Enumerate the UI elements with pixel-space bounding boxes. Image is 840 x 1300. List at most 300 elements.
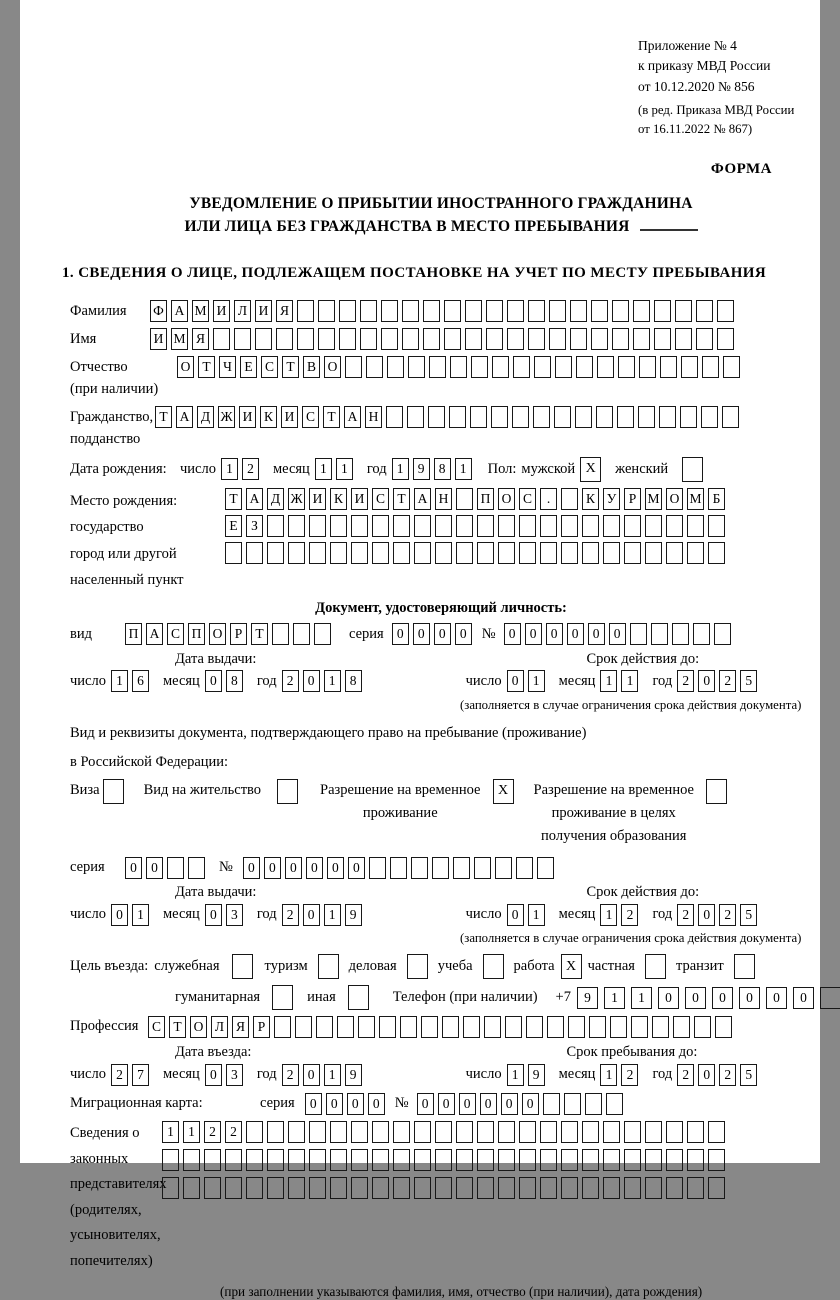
form-cell[interactable] — [276, 328, 293, 350]
form-cell[interactable]: 2 — [719, 670, 736, 692]
form-cell[interactable] — [495, 857, 512, 879]
form-cell[interactable] — [582, 1121, 599, 1143]
form-cell[interactable] — [453, 857, 470, 879]
purpose-humanitarian-checkbox[interactable] — [272, 985, 293, 1010]
form-cell[interactable] — [162, 1177, 179, 1199]
form-cell[interactable] — [407, 406, 424, 428]
form-cell[interactable]: О — [666, 488, 683, 510]
form-cell[interactable]: 2 — [677, 670, 694, 692]
form-cell[interactable]: 2 — [719, 1064, 736, 1086]
form-cell[interactable] — [561, 1177, 578, 1199]
form-cell[interactable] — [477, 542, 494, 564]
form-cell[interactable] — [666, 1177, 683, 1199]
form-cell[interactable] — [585, 1093, 602, 1115]
form-cell[interactable]: 5 — [740, 670, 757, 692]
form-cell[interactable]: И — [150, 328, 167, 350]
form-cell[interactable]: Т — [198, 356, 215, 378]
form-cell[interactable] — [470, 406, 487, 428]
form-cell[interactable]: . — [540, 488, 557, 510]
form-cell[interactable] — [293, 623, 310, 645]
form-cell[interactable] — [309, 542, 326, 564]
form-cell[interactable] — [723, 356, 740, 378]
form-cell[interactable] — [696, 300, 713, 322]
form-cell[interactable] — [603, 1177, 620, 1199]
form-cell[interactable]: С — [302, 406, 319, 428]
form-cell[interactable]: 2 — [225, 1121, 242, 1143]
form-cell[interactable]: 3 — [226, 904, 243, 926]
form-cell[interactable] — [624, 1121, 641, 1143]
form-cell[interactable] — [687, 542, 704, 564]
form-cell[interactable] — [267, 1149, 284, 1171]
form-cell[interactable] — [701, 406, 718, 428]
form-cell[interactable] — [673, 1016, 690, 1038]
form-cell[interactable] — [372, 515, 389, 537]
form-cell[interactable] — [513, 356, 530, 378]
form-cell[interactable]: Б — [708, 488, 725, 510]
form-cell[interactable] — [314, 623, 331, 645]
form-cell[interactable] — [498, 1121, 515, 1143]
form-cell[interactable] — [274, 1016, 291, 1038]
form-cell[interactable]: 0 — [243, 857, 260, 879]
form-cell[interactable] — [246, 1121, 263, 1143]
form-cell[interactable] — [393, 1177, 410, 1199]
form-cell[interactable] — [708, 542, 725, 564]
purpose-commercial-checkbox[interactable] — [407, 954, 428, 979]
form-cell[interactable]: А — [146, 623, 163, 645]
form-cell[interactable] — [456, 1149, 473, 1171]
form-cell[interactable]: 3 — [226, 1064, 243, 1086]
form-cell[interactable] — [381, 300, 398, 322]
form-cell[interactable] — [288, 1149, 305, 1171]
form-cell[interactable]: 0 — [739, 987, 760, 1009]
sex-male-checkbox[interactable]: X — [580, 457, 601, 482]
form-cell[interactable] — [618, 356, 635, 378]
form-cell[interactable] — [351, 1177, 368, 1199]
form-cell[interactable] — [345, 356, 362, 378]
form-cell[interactable]: Ч — [219, 356, 236, 378]
form-cell[interactable] — [543, 1093, 560, 1115]
form-cell[interactable] — [526, 1016, 543, 1038]
form-cell[interactable] — [631, 1016, 648, 1038]
form-cell[interactable]: 0 — [306, 857, 323, 879]
form-cell[interactable]: С — [148, 1016, 165, 1038]
form-cell[interactable] — [411, 857, 428, 879]
form-cell[interactable] — [591, 328, 608, 350]
form-cell[interactable]: 0 — [522, 1093, 539, 1115]
form-cell[interactable] — [414, 515, 431, 537]
form-cell[interactable] — [423, 328, 440, 350]
form-cell[interactable] — [360, 328, 377, 350]
form-cell[interactable] — [456, 1177, 473, 1199]
form-cell[interactable]: 1 — [221, 458, 238, 480]
form-cell[interactable] — [429, 356, 446, 378]
form-cell[interactable] — [477, 515, 494, 537]
form-cell[interactable] — [597, 356, 614, 378]
form-cell[interactable]: 0 — [205, 1064, 222, 1086]
form-cell[interactable] — [474, 857, 491, 879]
form-cell[interactable] — [246, 1177, 263, 1199]
form-cell[interactable]: 0 — [413, 623, 430, 645]
form-cell[interactable]: П — [125, 623, 142, 645]
form-cell[interactable] — [714, 623, 731, 645]
form-cell[interactable] — [519, 1121, 536, 1143]
form-cell[interactable] — [561, 1149, 578, 1171]
form-cell[interactable] — [456, 542, 473, 564]
form-cell[interactable]: 0 — [285, 857, 302, 879]
form-cell[interactable] — [444, 300, 461, 322]
form-cell[interactable] — [372, 1121, 389, 1143]
form-cell[interactable] — [330, 1121, 347, 1143]
form-cell[interactable] — [519, 515, 536, 537]
visa-checkbox[interactable] — [103, 779, 124, 804]
form-cell[interactable]: 2 — [677, 1064, 694, 1086]
form-cell[interactable]: 1 — [392, 458, 409, 480]
form-cell[interactable] — [645, 1177, 662, 1199]
form-cell[interactable]: П — [188, 623, 205, 645]
form-cell[interactable] — [533, 406, 550, 428]
form-cell[interactable]: 1 — [528, 670, 545, 692]
form-cell[interactable] — [225, 1149, 242, 1171]
form-cell[interactable]: 0 — [793, 987, 814, 1009]
form-cell[interactable] — [549, 300, 566, 322]
form-cell[interactable] — [708, 1177, 725, 1199]
form-cell[interactable] — [255, 328, 272, 350]
form-cell[interactable]: 0 — [455, 623, 472, 645]
form-cell[interactable] — [498, 542, 515, 564]
form-cell[interactable] — [162, 1149, 179, 1171]
form-cell[interactable]: У — [603, 488, 620, 510]
form-cell[interactable] — [442, 1016, 459, 1038]
form-cell[interactable] — [519, 1149, 536, 1171]
form-cell[interactable]: 1 — [600, 1064, 617, 1086]
form-cell[interactable] — [610, 1016, 627, 1038]
form-cell[interactable] — [330, 515, 347, 537]
form-cell[interactable]: 2 — [719, 904, 736, 926]
form-cell[interactable] — [234, 328, 251, 350]
form-cell[interactable]: 0 — [205, 904, 222, 926]
form-cell[interactable]: А — [171, 300, 188, 322]
form-cell[interactable]: 9 — [577, 987, 598, 1009]
form-cell[interactable]: Л — [211, 1016, 228, 1038]
form-cell[interactable] — [400, 1016, 417, 1038]
form-cell[interactable] — [421, 1016, 438, 1038]
form-cell[interactable] — [687, 515, 704, 537]
form-cell[interactable]: Ж — [218, 406, 235, 428]
form-cell[interactable] — [645, 515, 662, 537]
purpose-transit-checkbox[interactable] — [734, 954, 755, 979]
form-cell[interactable] — [540, 1121, 557, 1143]
form-cell[interactable]: 0 — [392, 623, 409, 645]
form-cell[interactable] — [645, 1149, 662, 1171]
form-cell[interactable] — [393, 515, 410, 537]
form-cell[interactable]: 1 — [162, 1121, 179, 1143]
form-cell[interactable] — [512, 406, 529, 428]
form-cell[interactable] — [465, 300, 482, 322]
form-cell[interactable] — [167, 857, 184, 879]
form-cell[interactable]: 0 — [327, 857, 344, 879]
form-cell[interactable]: 0 — [501, 1093, 518, 1115]
form-cell[interactable]: К — [582, 488, 599, 510]
form-cell[interactable]: Р — [624, 488, 641, 510]
form-cell[interactable] — [537, 857, 554, 879]
form-cell[interactable] — [507, 328, 524, 350]
form-cell[interactable] — [582, 1149, 599, 1171]
sex-female-checkbox[interactable] — [682, 457, 703, 482]
form-cell[interactable] — [645, 542, 662, 564]
form-cell[interactable] — [582, 515, 599, 537]
form-cell[interactable] — [369, 857, 386, 879]
form-cell[interactable] — [408, 356, 425, 378]
form-cell[interactable]: 0 — [326, 1093, 343, 1115]
form-cell[interactable] — [435, 515, 452, 537]
form-cell[interactable] — [666, 515, 683, 537]
form-cell[interactable] — [666, 542, 683, 564]
form-cell[interactable]: 0 — [525, 623, 542, 645]
form-cell[interactable] — [213, 328, 230, 350]
form-cell[interactable] — [561, 488, 578, 510]
form-cell[interactable] — [570, 300, 587, 322]
form-cell[interactable]: 1 — [604, 987, 625, 1009]
form-cell[interactable] — [603, 1149, 620, 1171]
form-cell[interactable] — [606, 1093, 623, 1115]
form-cell[interactable]: 7 — [132, 1064, 149, 1086]
form-cell[interactable] — [639, 356, 656, 378]
form-cell[interactable]: А — [414, 488, 431, 510]
form-cell[interactable] — [316, 1016, 333, 1038]
form-cell[interactable] — [492, 356, 509, 378]
form-cell[interactable]: Т — [323, 406, 340, 428]
form-cell[interactable]: 0 — [766, 987, 787, 1009]
form-cell[interactable]: Р — [253, 1016, 270, 1038]
purpose-work-checkbox[interactable]: X — [561, 954, 582, 979]
form-cell[interactable] — [188, 857, 205, 879]
form-cell[interactable]: А — [246, 488, 263, 510]
form-cell[interactable] — [603, 542, 620, 564]
form-cell[interactable] — [603, 1121, 620, 1143]
purpose-study-checkbox[interactable] — [483, 954, 504, 979]
form-cell[interactable] — [702, 356, 719, 378]
form-cell[interactable] — [617, 406, 634, 428]
form-cell[interactable] — [666, 1149, 683, 1171]
form-cell[interactable]: О — [209, 623, 226, 645]
form-cell[interactable]: Ж — [288, 488, 305, 510]
form-cell[interactable] — [675, 300, 692, 322]
form-cell[interactable] — [225, 1177, 242, 1199]
form-cell[interactable] — [414, 1149, 431, 1171]
form-cell[interactable] — [498, 1149, 515, 1171]
form-cell[interactable]: 0 — [303, 904, 320, 926]
form-cell[interactable]: И — [213, 300, 230, 322]
form-cell[interactable]: Т — [169, 1016, 186, 1038]
form-cell[interactable] — [630, 623, 647, 645]
form-cell[interactable] — [351, 515, 368, 537]
form-cell[interactable] — [484, 1016, 501, 1038]
form-cell[interactable]: 0 — [111, 904, 128, 926]
form-cell[interactable] — [633, 300, 650, 322]
form-cell[interactable] — [372, 1149, 389, 1171]
form-cell[interactable]: К — [330, 488, 347, 510]
form-cell[interactable] — [204, 1149, 221, 1171]
form-cell[interactable]: 1 — [183, 1121, 200, 1143]
form-cell[interactable]: 2 — [282, 904, 299, 926]
form-cell[interactable]: 0 — [417, 1093, 434, 1115]
form-cell[interactable] — [687, 1177, 704, 1199]
form-cell[interactable] — [295, 1016, 312, 1038]
form-cell[interactable] — [576, 356, 593, 378]
form-cell[interactable]: А — [176, 406, 193, 428]
form-cell[interactable]: Д — [197, 406, 214, 428]
form-cell[interactable]: Л — [234, 300, 251, 322]
form-cell[interactable]: А — [344, 406, 361, 428]
form-cell[interactable] — [386, 406, 403, 428]
form-cell[interactable]: 0 — [567, 623, 584, 645]
form-cell[interactable]: 0 — [507, 904, 524, 926]
form-cell[interactable] — [477, 1177, 494, 1199]
form-cell[interactable]: Я — [232, 1016, 249, 1038]
form-cell[interactable]: В — [303, 356, 320, 378]
form-cell[interactable]: 5 — [740, 904, 757, 926]
form-cell[interactable]: М — [171, 328, 188, 350]
form-cell[interactable] — [351, 1149, 368, 1171]
form-cell[interactable] — [722, 406, 739, 428]
form-cell[interactable] — [680, 406, 697, 428]
form-cell[interactable] — [267, 515, 284, 537]
form-cell[interactable] — [267, 1121, 284, 1143]
form-cell[interactable]: 0 — [434, 623, 451, 645]
form-cell[interactable] — [498, 515, 515, 537]
form-cell[interactable]: 0 — [459, 1093, 476, 1115]
form-cell[interactable] — [272, 623, 289, 645]
form-cell[interactable]: М — [687, 488, 704, 510]
form-cell[interactable] — [540, 1149, 557, 1171]
form-cell[interactable]: 5 — [740, 1064, 757, 1086]
form-cell[interactable] — [612, 300, 629, 322]
form-cell[interactable] — [477, 1121, 494, 1143]
form-cell[interactable]: 1 — [111, 670, 128, 692]
form-cell[interactable] — [372, 1177, 389, 1199]
form-cell[interactable]: 0 — [504, 623, 521, 645]
form-cell[interactable] — [505, 1016, 522, 1038]
form-cell[interactable]: 0 — [305, 1093, 322, 1115]
form-cell[interactable] — [708, 515, 725, 537]
form-cell[interactable] — [624, 1177, 641, 1199]
form-cell[interactable]: 0 — [264, 857, 281, 879]
form-cell[interactable]: 0 — [658, 987, 679, 1009]
form-cell[interactable]: И — [281, 406, 298, 428]
form-cell[interactable]: Д — [267, 488, 284, 510]
form-cell[interactable]: 0 — [712, 987, 733, 1009]
form-cell[interactable] — [675, 328, 692, 350]
form-cell[interactable] — [393, 1121, 410, 1143]
form-cell[interactable] — [652, 1016, 669, 1038]
form-cell[interactable] — [696, 328, 713, 350]
form-cell[interactable] — [288, 515, 305, 537]
form-cell[interactable] — [225, 542, 242, 564]
form-cell[interactable] — [330, 542, 347, 564]
form-cell[interactable]: И — [239, 406, 256, 428]
form-cell[interactable] — [246, 542, 263, 564]
form-cell[interactable] — [659, 406, 676, 428]
form-cell[interactable]: 0 — [507, 670, 524, 692]
form-cell[interactable] — [393, 542, 410, 564]
purpose-private-checkbox[interactable] — [645, 954, 666, 979]
form-cell[interactable]: И — [255, 300, 272, 322]
form-cell[interactable] — [450, 356, 467, 378]
form-cell[interactable] — [708, 1121, 725, 1143]
form-cell[interactable] — [507, 300, 524, 322]
form-cell[interactable] — [820, 987, 840, 1009]
form-cell[interactable] — [330, 1149, 347, 1171]
form-cell[interactable] — [471, 356, 488, 378]
form-cell[interactable]: 0 — [698, 904, 715, 926]
form-cell[interactable]: 1 — [528, 904, 545, 926]
form-cell[interactable] — [456, 488, 473, 510]
form-cell[interactable] — [715, 1016, 732, 1038]
form-cell[interactable] — [519, 1177, 536, 1199]
form-cell[interactable] — [624, 1149, 641, 1171]
form-cell[interactable] — [435, 1177, 452, 1199]
form-cell[interactable]: Т — [282, 356, 299, 378]
form-cell[interactable] — [651, 623, 668, 645]
purpose-tourism-checkbox[interactable] — [318, 954, 339, 979]
form-cell[interactable]: Н — [365, 406, 382, 428]
form-cell[interactable] — [318, 328, 335, 350]
purpose-business-checkbox[interactable] — [232, 954, 253, 979]
purpose-other-checkbox[interactable] — [348, 985, 369, 1010]
form-cell[interactable] — [309, 1177, 326, 1199]
form-cell[interactable]: 0 — [303, 1064, 320, 1086]
form-cell[interactable]: 9 — [345, 1064, 362, 1086]
form-cell[interactable] — [498, 1177, 515, 1199]
form-cell[interactable]: 1 — [600, 904, 617, 926]
form-cell[interactable]: Р — [230, 623, 247, 645]
form-cell[interactable] — [519, 542, 536, 564]
form-cell[interactable]: 2 — [111, 1064, 128, 1086]
form-cell[interactable]: О — [324, 356, 341, 378]
form-cell[interactable] — [309, 1121, 326, 1143]
temp-residence-checkbox[interactable]: X — [493, 779, 514, 804]
temp-residence-edu-checkbox[interactable] — [706, 779, 727, 804]
form-cell[interactable]: Ф — [150, 300, 167, 322]
form-cell[interactable] — [309, 515, 326, 537]
form-cell[interactable] — [428, 406, 445, 428]
form-cell[interactable] — [547, 1016, 564, 1038]
form-cell[interactable] — [528, 300, 545, 322]
form-cell[interactable]: 1 — [324, 1064, 341, 1086]
form-cell[interactable] — [687, 1149, 704, 1171]
form-cell[interactable]: 0 — [546, 623, 563, 645]
form-cell[interactable]: 0 — [368, 1093, 385, 1115]
form-cell[interactable] — [402, 328, 419, 350]
form-cell[interactable]: 0 — [146, 857, 163, 879]
form-cell[interactable] — [360, 300, 377, 322]
form-cell[interactable] — [582, 1177, 599, 1199]
form-cell[interactable] — [414, 542, 431, 564]
form-cell[interactable]: 0 — [480, 1093, 497, 1115]
form-cell[interactable] — [687, 1121, 704, 1143]
form-cell[interactable] — [288, 542, 305, 564]
form-cell[interactable] — [582, 542, 599, 564]
form-cell[interactable]: 0 — [347, 1093, 364, 1115]
form-cell[interactable] — [486, 300, 503, 322]
form-cell[interactable]: 0 — [588, 623, 605, 645]
form-cell[interactable] — [477, 1149, 494, 1171]
form-cell[interactable] — [666, 1121, 683, 1143]
form-cell[interactable] — [561, 542, 578, 564]
form-cell[interactable] — [414, 1121, 431, 1143]
form-cell[interactable] — [390, 857, 407, 879]
form-cell[interactable] — [591, 300, 608, 322]
